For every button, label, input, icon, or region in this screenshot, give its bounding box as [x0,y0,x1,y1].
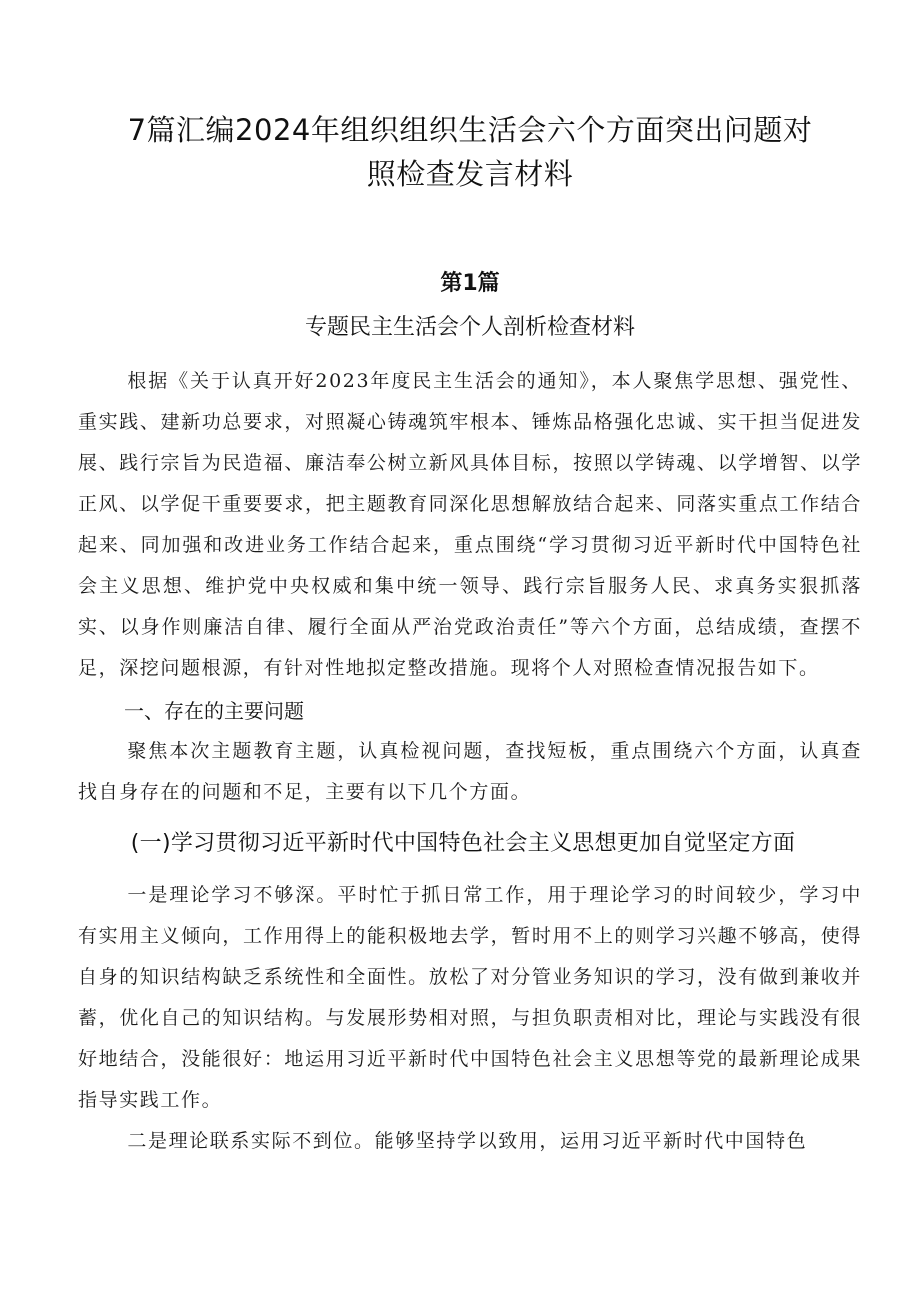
document-title-line1: 7篇汇编2024年组织组织生活会六个方面突出问题对 [127,113,813,147]
article-title: 专题民主生活会个人剖析检查材料 [304,315,635,340]
body-paragraph-1: 一是理论学习不够深。平时忙于抓日常工作，用于理论学习的时间较少，学习中有实用主义倾向，工作用得上的能积极地去学，暂时用不上的则学习兴趣不够高，使得自身的知识结构缺乏系统性和全面性。放松了对分管业务知识的学习，没有做到兼收并蓄，优化自己的知识结构。与发展形势相对照，与担负职责相对比，理论与实践没有很好地结合，没能很好：地运用习近平新时代中国特色社会主义思想等党的最新理论成果指导实践工作。 [78,884,862,1111]
sub-heading: (一)学习贯彻习近平新时代中国特色社会主义思想更加自觉坚定方面 [130,831,796,856]
section-heading: 一、存在的主要问题 [124,699,304,723]
document-title [78,108,862,196]
intro-paragraph: 根据《关于认真开好2023年度民主生活会的通知》，本人聚焦学思想、强党性、重实践、建新功总要求，对照凝心铸魂筑牢根本、锤炼品格强化忠诚、实干担当促进发展、践行宗旨为民造福、廉洁奉公树立新风具体目标，按照以学铸魂、以学增智、以学正风、以学促干重要要求，把主题教育同深化思想解放结合起来、同落实重点工作结合起来、同加强和改进业务工作结合起来，重点围绕“学习贯彻习近平新时代中国特色社会主义思想、维护党中央权威和集中统一领导、践行宗旨服务人民、求真务实狠抓落实、以身作则廉洁自律、履行全面从严治党政治责任”等六个方面，总结成绩，查摆不足，深挖问题根源，有针对性地拟定整改措施。现将个人对照检查情况报告如下。 [78,370,862,679]
article-number: 第1篇 [440,271,500,296]
document-title-line2: 照检查发言材料 [366,157,574,191]
body-paragraph-2: 二是理论联系实际不到位。能够坚持学以致用，运用习近平新时代中国特色 [127,1130,808,1152]
section-intro-paragraph: 聚焦本次主题教育主题，认真检视问题，查找短板，重点围绕六个方面，认真查找自身存在的问题和不足，主要有以下几个方面。 [78,740,862,803]
